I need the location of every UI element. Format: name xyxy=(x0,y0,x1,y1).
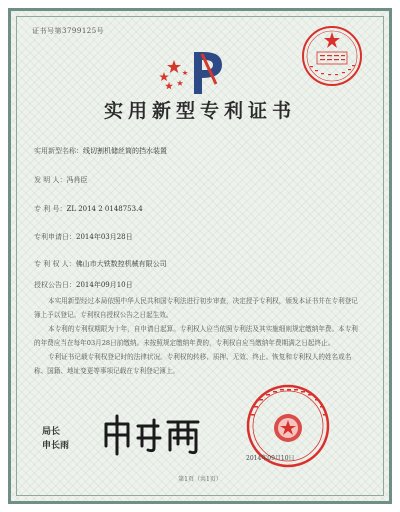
signatory-title: 局长 xyxy=(42,427,61,437)
patent-p-mark xyxy=(194,52,222,94)
certificate-body xyxy=(34,294,364,378)
field-value: 2014年03月28日 xyxy=(76,233,133,241)
body-paragraph: 专利证书记载专利权登记时的法律状况。专利权的转移、质押、无效、终止、恢复和专利权人的姓名或名称、国籍、地址变更等事项记载在专利登记簿上。 xyxy=(34,353,352,375)
signatory-name: 申长雨 xyxy=(42,441,70,451)
body-paragraph: 本专利的专利权期限为十年，自申请日起算。专利权人应当依照专利法及其实施细则规定缴纳年费。本专利的年费应当在每年03月28日前缴纳。未按照规定缴纳年费的，专利权自应当缴纳年费期满之日起终止。 xyxy=(34,325,358,347)
stamp-date: 2014年09月10日 xyxy=(246,455,295,462)
handwritten-signature xyxy=(98,412,208,458)
field-inventor xyxy=(34,175,87,185)
field-announcement-date xyxy=(34,280,133,290)
field-value: 2014年09月10日 xyxy=(76,281,133,289)
field-label: 授权公告日： xyxy=(34,281,76,289)
field-utility-model-name xyxy=(34,146,167,156)
field-value: 冯肖臣 xyxy=(66,176,88,184)
field-value: ZL 2014 2 0148753.4 xyxy=(66,205,143,213)
top-official-seal xyxy=(300,24,364,88)
field-label: 专利申请日： xyxy=(34,233,76,241)
body-paragraph: 本实用新型经过本局依照中华人民共和国专利法进行初步审查，决定授予专利权，颁发本证书并在专利登记簿上予以登记。专利权自授权公告之日起生效。 xyxy=(34,297,358,319)
field-label: 专 利 号： xyxy=(34,205,67,213)
field-label: 专 利 权 人： xyxy=(34,260,76,268)
certificate-number: 证书号第3799125号 xyxy=(32,27,105,35)
field-application-date xyxy=(34,232,133,242)
field-patent-number xyxy=(34,204,143,214)
field-patentee xyxy=(34,259,167,269)
field-value: 线切割机储丝筒的挡水装置 xyxy=(83,147,167,155)
patent-office-logo xyxy=(150,48,236,98)
field-label: 实用新型名称： xyxy=(34,147,83,155)
page-footer: 第1页（共1页） xyxy=(178,476,222,483)
field-label: 发 明 人： xyxy=(34,176,67,184)
star-icon xyxy=(159,60,188,89)
field-value: 佛山市大铁数控机械有限公司 xyxy=(75,260,167,268)
certificate-title: 实用新型专利证书 xyxy=(103,100,296,122)
